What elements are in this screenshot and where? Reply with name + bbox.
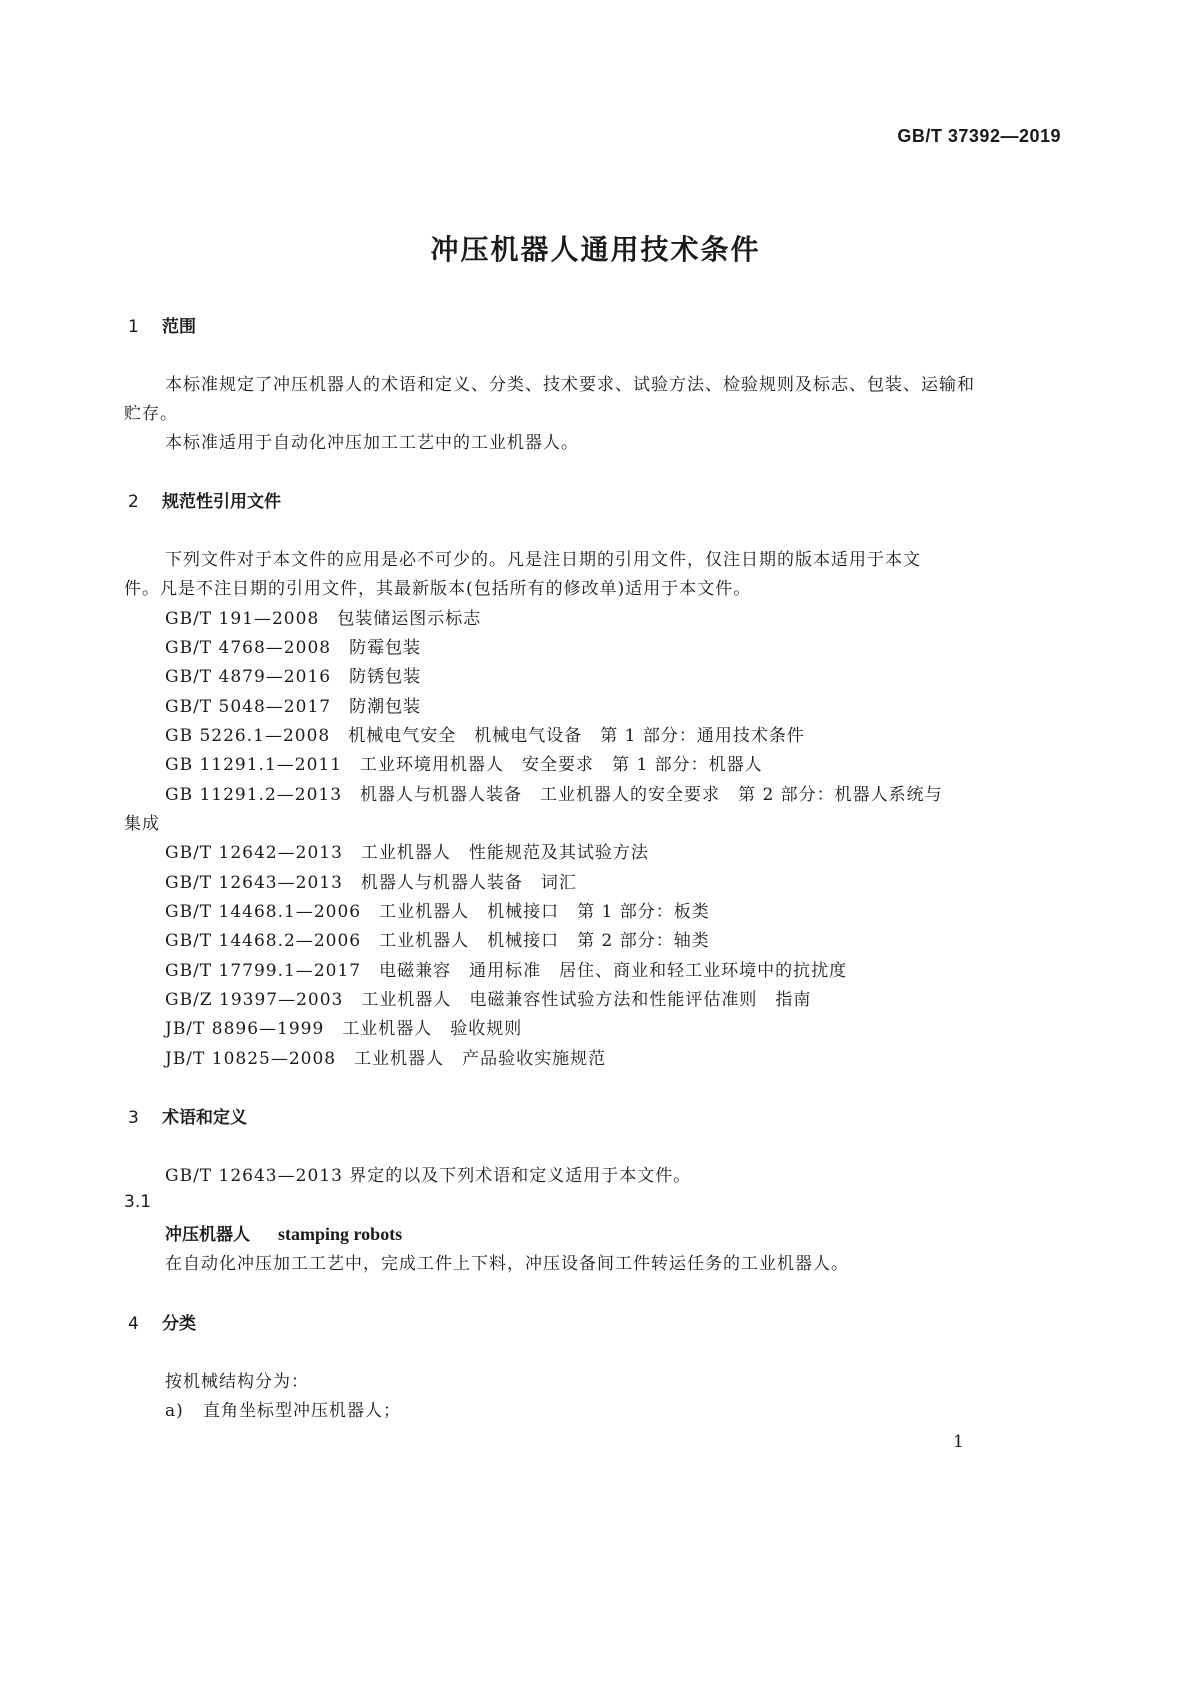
reference-code: GB/T 17799.1—2017 <box>165 961 362 981</box>
reference-item <box>165 692 421 717</box>
reference-title: 工业机器人 机械接口 第 1 部分：板类 <box>379 902 710 922</box>
list-item <box>165 1396 401 1421</box>
reference-title: 工业机器人 性能规范及其试验方法 <box>360 843 649 863</box>
reference-item <box>165 721 805 746</box>
section-number: 1 <box>128 317 139 337</box>
section-title: 规范性引用文件 <box>162 492 281 512</box>
reference-code: JB/T 10825—2008 <box>165 1049 337 1069</box>
section-3-heading <box>128 1103 247 1128</box>
paragraph-line: 下列文件对于本文件的应用是必不可少的。凡是注日期的引用文件，仅注日期的版本适用于本文 <box>165 550 921 570</box>
section-title: 术语和定义 <box>162 1108 247 1128</box>
page-number: 1 <box>953 1432 964 1452</box>
paragraph-line: 本标准规定了冲压机器人的术语和定义、分类、技术要求、试验方法、检验规则及标志、包装、运输和 <box>165 375 975 395</box>
term-entry <box>165 1220 402 1245</box>
reference-item <box>165 838 649 863</box>
section-number: 2 <box>128 492 139 512</box>
reference-code: GB/T 12642—2013 <box>165 843 343 863</box>
reference-code: GB/T 5048—2017 <box>165 697 332 717</box>
standard-number: GB/T 37392—2019 <box>897 126 1061 146</box>
paragraph-line: 贮存。 <box>124 404 178 424</box>
reference-code: GB/T 14468.1—2006 <box>165 902 362 922</box>
list-label: a) <box>165 1401 184 1421</box>
reference-item <box>165 956 847 981</box>
document-title: 冲压机器人通用技术条件 <box>430 233 761 266</box>
section-4-heading <box>128 1309 196 1334</box>
reference-item <box>165 985 811 1010</box>
reference-code: GB/T 4768—2008 <box>165 638 332 658</box>
reference-title: 电磁兼容 通用标准 居住、商业和轻工业环境中的抗扰度 <box>379 961 848 981</box>
reference-item <box>165 1014 522 1039</box>
reference-code: GB/T 14468.2—2006 <box>165 931 362 951</box>
reference-title: 工业机器人 产品验收实施规范 <box>354 1049 607 1069</box>
reference-title: 防潮包装 <box>349 697 422 717</box>
section-number: 3 <box>128 1108 139 1128</box>
reference-code: GB/Z 19397—2003 <box>165 990 344 1010</box>
section-title: 范围 <box>162 317 196 337</box>
reference-code: GB 11291.2—2013 <box>165 785 343 805</box>
reference-continuation: 集成 <box>124 814 160 834</box>
reference-title: 工业环境用机器人 安全要求 第 1 部分：机器人 <box>360 755 763 775</box>
section-title: 分类 <box>162 1314 196 1334</box>
paragraph-line: GB/T 12643—2013 界定的以及下列术语和定义适用于本文件。 <box>165 1166 692 1186</box>
reference-item <box>165 780 943 805</box>
term-chinese: 冲压机器人 <box>165 1225 250 1245</box>
reference-item <box>165 1044 606 1069</box>
reference-title: 机械电气安全 机械电气设备 第 1 部分：通用技术条件 <box>348 726 805 746</box>
reference-item <box>165 926 710 951</box>
reference-item <box>165 662 421 687</box>
reference-code: GB 11291.1—2011 <box>165 755 343 775</box>
section-1-heading <box>128 312 196 337</box>
reference-item <box>165 604 481 629</box>
reference-code: GB 5226.1—2008 <box>165 726 331 746</box>
reference-title: 防锈包装 <box>349 667 422 687</box>
reference-code: JB/T 8896—1999 <box>165 1019 325 1039</box>
reference-title: 机器人与机器人装备 词汇 <box>360 873 577 893</box>
term-english: stamping robots <box>278 1224 403 1244</box>
reference-code: GB/T 191—2008 <box>165 609 320 629</box>
reference-code: GB/T 12643—2013 <box>165 873 343 893</box>
paragraph-line: 本标准适用于自动化冲压加工工艺中的工业机器人。 <box>165 433 579 453</box>
paragraph-line: 件。凡是不注日期的引用文件，其最新版本(包括所有的修改单)适用于本文件。 <box>124 579 752 599</box>
term-number: 3.1 <box>124 1192 152 1212</box>
reference-title: 机器人与机器人装备 工业机器人的安全要求 第 2 部分：机器人系统与 <box>360 785 943 805</box>
reference-item <box>165 897 710 922</box>
reference-item <box>165 750 763 775</box>
section-2-heading <box>128 487 281 512</box>
reference-code: GB/T 4879—2016 <box>165 667 332 687</box>
reference-title: 包装储运图示标志 <box>337 609 482 629</box>
paragraph-line: 按机械结构分为： <box>165 1372 309 1392</box>
reference-title: 工业机器人 验收规则 <box>342 1019 523 1039</box>
reference-item <box>165 633 421 658</box>
term-definition: 在自动化冲压加工工艺中，完成工件上下料，冲压设备间工件转运任务的工业机器人。 <box>165 1254 849 1274</box>
reference-title: 防霉包装 <box>349 638 422 658</box>
reference-title: 工业机器人 电磁兼容性试验方法和性能评估准则 指南 <box>361 990 812 1010</box>
reference-title: 工业机器人 机械接口 第 2 部分：轴类 <box>379 931 710 951</box>
section-number: 4 <box>128 1314 139 1334</box>
list-text: 直角坐标型冲压机器人； <box>203 1401 401 1421</box>
reference-item <box>165 868 577 893</box>
